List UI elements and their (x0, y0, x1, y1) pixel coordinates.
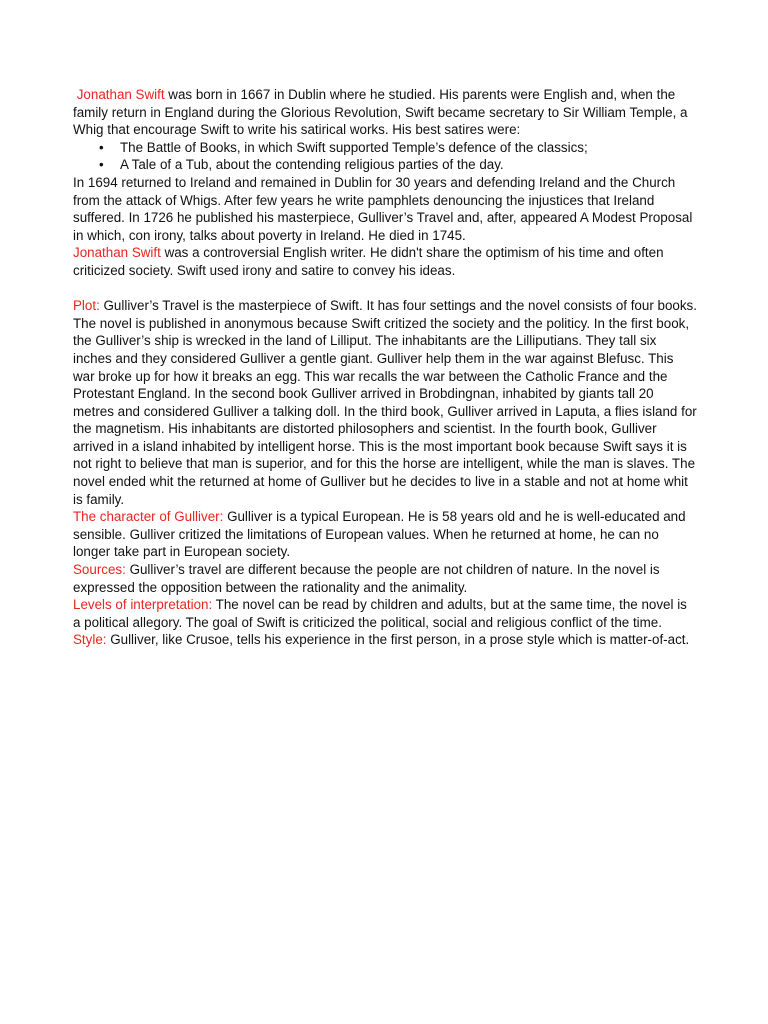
character-label: The character of Gulliver: (73, 509, 224, 525)
intro-paragraph (73, 86, 698, 139)
style-label: Style: (73, 632, 107, 648)
levels-label: Levels of interpretation: (73, 597, 213, 613)
style-text: Gulliver, like Crusoe, tells his experience in the first person, in a prose style which is matter-of-act. (106, 632, 690, 648)
plot-text: Gulliver’s Travel is the masterpiece of Swift. It has four settings and the novel consists of four books. The novel is published in anonymous because Swift critized the society and the politicy. In the first book, the Gulliver’s ship is wrecked in the land of Lilliput. The inhabitants are the Lilliputians. They tall six inches and they considered Gulliver a gentle giant. Gulliver help them in the war against Blefusc. This war broke up for how it breaks an egg. This war recalls the war between the Catholic France and the Protestant England. In the second book Gulliver arrived in Brobdingnan, inhabited by giants tall 20 metres and considered Gulliver a talking doll. In the third book, Gulliver arrived in Laputa, a flies island for the magnetism. His inhabitants are distorted philosophers and scientist. In the fourth book, Gulliver arrived in a island inhabited by intelligent horse. This is the most important book because Swift says it is not right to believe that man is superior, and for this the horse are intelligent, while the man is slaves. The novel ended whit the returned at home of Gulliver but he decides to live in a stable and not at home whit is family. (73, 298, 697, 507)
document-page (73, 86, 698, 649)
levels-paragraph (73, 596, 698, 631)
summary-text: was a controversial English writer. He didn't share the optimism of his time and often criticized society. Swift used irony and satire to convey his ideas. (73, 245, 664, 278)
list-item (99, 156, 698, 174)
sources-text: Gulliver’s travel are different because the people are not children of nature. In the novel is expressed the opposition between the rationality and the animality. (73, 562, 660, 595)
satire-item-text: A Tale of a Tub, about the contending religious parties of the day. (120, 157, 504, 173)
levels-text: The novel can be read by children and adults, but at the same time, the novel is a political allegory. The goal of Swift is criticized the political, social and religious conflict of the time. (73, 597, 687, 630)
list-item (99, 139, 698, 157)
plot-label: Plot: (73, 298, 100, 314)
style-paragraph (73, 631, 698, 649)
bullet-icon: • (99, 139, 104, 155)
intro-author-name: Jonathan Swift (76, 87, 165, 102)
intro-text: was born in 1667 in Dublin where he studied. His parents were English and, when the family return in England during the Glorious Revolution, Swift became secretary to Sir William Temple, a Whig that encourage Swift to write his satirical works. His best satires were: (73, 87, 688, 138)
plot-paragraph (73, 297, 698, 508)
summary-paragraph (73, 244, 698, 279)
satire-item-text: The Battle of Books, in which Swift supported Temple’s defence of the classics; (120, 139, 588, 155)
paragraph-gap (73, 280, 698, 298)
bullet-icon: • (99, 157, 104, 173)
sources-label: Sources: (73, 562, 126, 578)
bio-continued-paragraph: In 1694 returned to Ireland and remained in Dublin for 30 years and defending Ireland and the Church from the attack of Whigs. After few years he write pamphlets denouncing the injustices that Ireland suffered. In 1726 he published his masterpiece, Gulliver’s Travel and, after, appeared A Modest Proposal in which, con irony, talks about poverty in Ireland. He died in 1745. (73, 174, 693, 243)
satires-list (73, 139, 698, 174)
character-text: Gulliver is a typical European. He is 58 years old and he is well-educated and sensible. Gulliver critized the limitations of European values. When he returned at home, he can no longer take part in European society. (73, 509, 686, 560)
summary-author-name: Jonathan Swift (73, 245, 161, 261)
sources-paragraph (73, 561, 698, 596)
character-paragraph (73, 508, 698, 561)
